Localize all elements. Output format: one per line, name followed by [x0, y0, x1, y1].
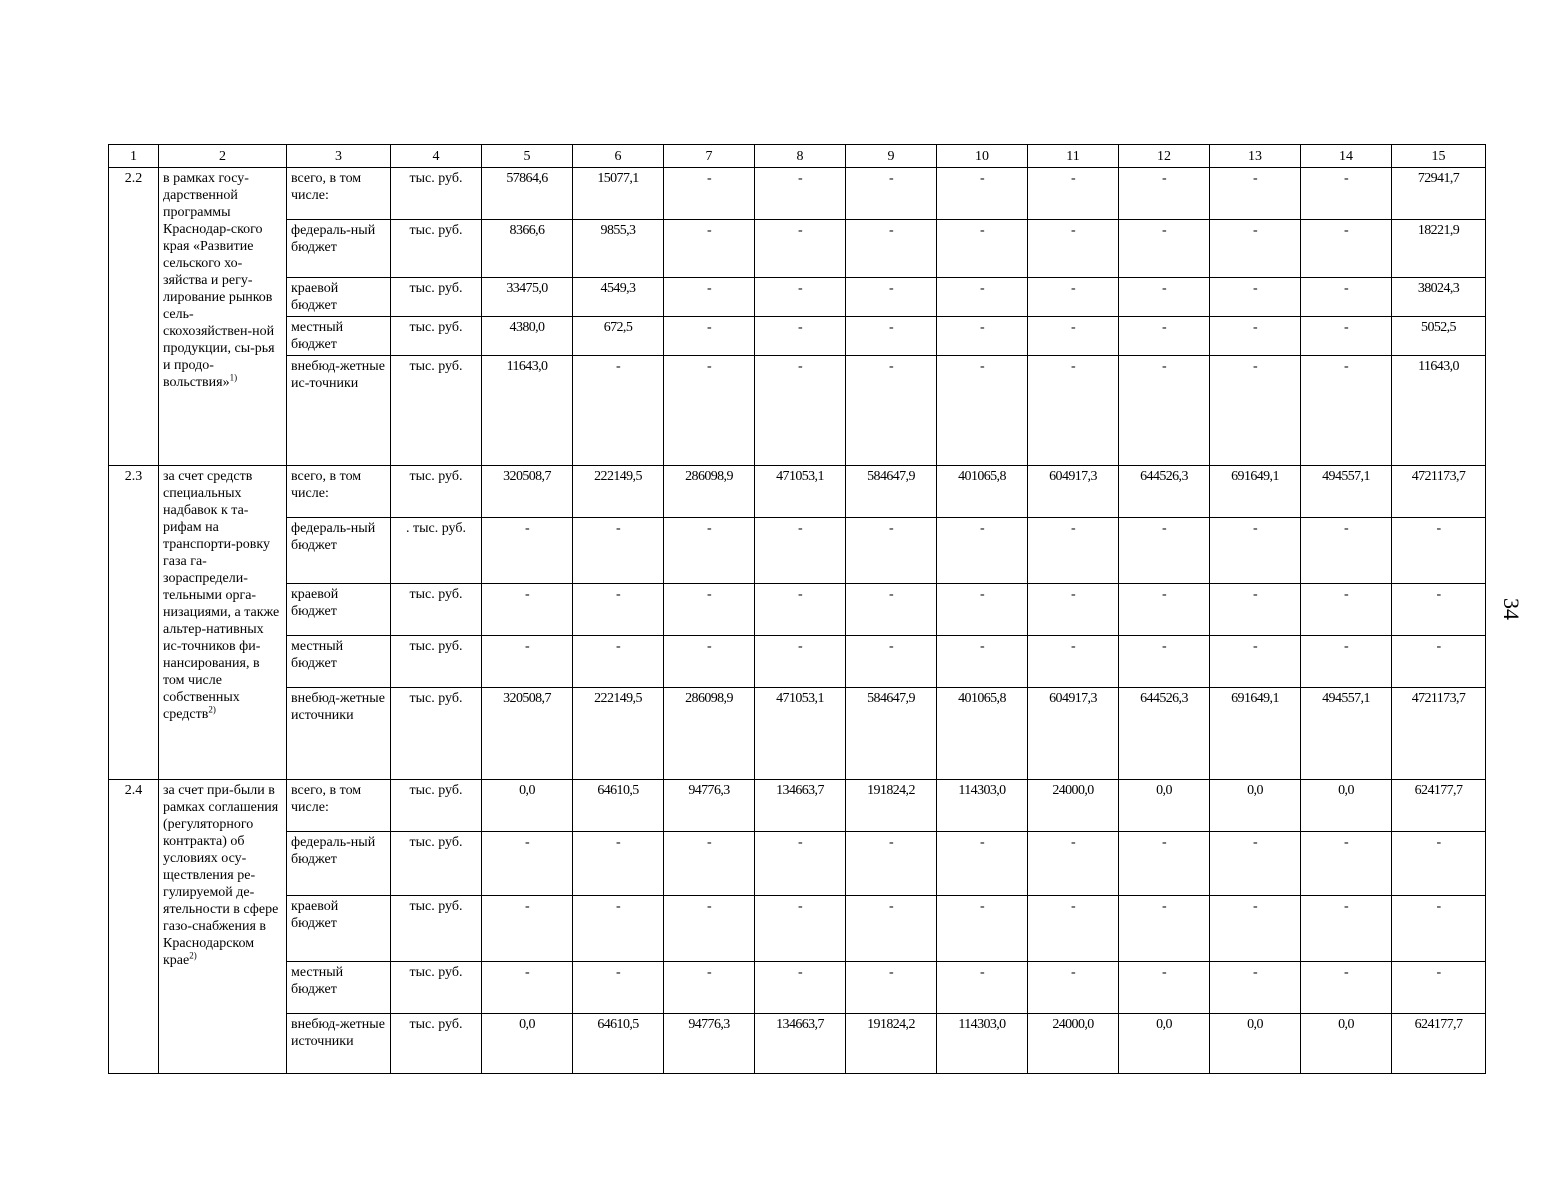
value-cell: -: [937, 220, 1028, 278]
value-cell: 57864,6: [482, 168, 573, 220]
header-cell: 13: [1210, 145, 1301, 168]
value-cell: 38024,3: [1392, 278, 1486, 317]
footnote-mark: 2): [208, 704, 216, 715]
value-cell: -: [1028, 278, 1119, 317]
value-cell: -: [1392, 584, 1486, 636]
value-cell: -: [482, 584, 573, 636]
value-cell: -: [937, 896, 1028, 962]
value-cell: 5052,5: [1392, 317, 1486, 356]
header-cell: 1: [109, 145, 159, 168]
value-cell: 64610,5: [573, 780, 664, 832]
value-cell: -: [1028, 168, 1119, 220]
value-cell: 134663,7: [755, 780, 846, 832]
value-cell: -: [1119, 962, 1210, 1014]
value-cell: -: [937, 168, 1028, 220]
header-cell: 5: [482, 145, 573, 168]
unit-cell: тыс. руб.: [391, 317, 482, 356]
funding-source: внебюд-жетные источники: [287, 1014, 391, 1074]
value-cell: -: [1301, 636, 1392, 688]
value-cell: 494557,1: [1301, 688, 1392, 780]
value-cell: -: [1210, 962, 1301, 1014]
value-cell: 8366,6: [482, 220, 573, 278]
value-cell: -: [664, 220, 755, 278]
value-cell: -: [573, 962, 664, 1014]
header-cell: 11: [1028, 145, 1119, 168]
value-cell: 584647,9: [846, 688, 937, 780]
table-row: [109, 518, 1486, 584]
value-cell: 0,0: [1119, 780, 1210, 832]
section-name: [159, 466, 287, 780]
value-cell: -: [846, 518, 937, 584]
value-cell: -: [755, 896, 846, 962]
unit-cell: тыс. руб.: [391, 278, 482, 317]
value-cell: -: [755, 962, 846, 1014]
header-cell: 10: [937, 145, 1028, 168]
section-code: 2.4: [109, 780, 159, 1074]
value-cell: -: [664, 518, 755, 584]
value-cell: -: [1028, 317, 1119, 356]
value-cell: 644526,3: [1119, 466, 1210, 518]
value-cell: -: [937, 584, 1028, 636]
unit-cell: тыс. руб.: [391, 356, 482, 466]
value-cell: -: [1301, 962, 1392, 1014]
table-row: [109, 466, 1486, 518]
value-cell: 320508,7: [482, 688, 573, 780]
value-cell: -: [664, 896, 755, 962]
funding-source: внебюд-жетные ис-точники: [287, 356, 391, 466]
value-cell: -: [664, 832, 755, 896]
value-cell: -: [664, 584, 755, 636]
value-cell: 4380,0: [482, 317, 573, 356]
funding-source: всего, в том числе:: [287, 466, 391, 518]
value-cell: -: [846, 356, 937, 466]
value-cell: 24000,0: [1028, 1014, 1119, 1074]
header-cell: 14: [1301, 145, 1392, 168]
value-cell: 9855,3: [573, 220, 664, 278]
value-cell: 471053,1: [755, 466, 846, 518]
value-cell: 0,0: [1301, 780, 1392, 832]
value-cell: -: [573, 636, 664, 688]
header-cell: 4: [391, 145, 482, 168]
unit-cell: . тыс. руб.: [391, 518, 482, 584]
value-cell: -: [937, 356, 1028, 466]
table-row: [109, 220, 1486, 278]
value-cell: -: [1210, 518, 1301, 584]
funding-source: всего, в том числе:: [287, 780, 391, 832]
value-cell: -: [846, 168, 937, 220]
funding-source: внебюд-жетные источники: [287, 688, 391, 780]
value-cell: -: [755, 518, 846, 584]
header-cell: 7: [664, 145, 755, 168]
value-cell: -: [846, 278, 937, 317]
value-cell: -: [937, 832, 1028, 896]
table-body: [109, 145, 1486, 1074]
footnote-mark: 2): [189, 950, 197, 961]
value-cell: 11643,0: [482, 356, 573, 466]
funding-source: местный бюджет: [287, 962, 391, 1014]
value-cell: 286098,9: [664, 466, 755, 518]
value-cell: -: [937, 317, 1028, 356]
value-cell: 320508,7: [482, 466, 573, 518]
value-cell: 114303,0: [937, 780, 1028, 832]
value-cell: -: [1028, 220, 1119, 278]
value-cell: 0,0: [1210, 780, 1301, 832]
section-code: 2.3: [109, 466, 159, 780]
value-cell: -: [1028, 356, 1119, 466]
value-cell: -: [482, 832, 573, 896]
table-row: [109, 317, 1486, 356]
table-row: [109, 278, 1486, 317]
value-cell: -: [573, 356, 664, 466]
table-row: [109, 584, 1486, 636]
value-cell: -: [755, 584, 846, 636]
value-cell: -: [1210, 584, 1301, 636]
value-cell: 584647,9: [846, 466, 937, 518]
value-cell: -: [755, 168, 846, 220]
funding-table: [108, 144, 1486, 1074]
value-cell: 0,0: [1301, 1014, 1392, 1074]
value-cell: 624177,7: [1392, 1014, 1486, 1074]
unit-cell: тыс. руб.: [391, 220, 482, 278]
value-cell: 191824,2: [846, 780, 937, 832]
value-cell: 94776,3: [664, 1014, 755, 1074]
value-cell: -: [1301, 518, 1392, 584]
unit-cell: тыс. руб.: [391, 688, 482, 780]
value-cell: -: [1210, 317, 1301, 356]
value-cell: -: [846, 832, 937, 896]
value-cell: -: [1028, 584, 1119, 636]
value-cell: 471053,1: [755, 688, 846, 780]
value-cell: -: [573, 518, 664, 584]
value-cell: -: [846, 896, 937, 962]
table-row: [109, 168, 1486, 220]
value-cell: -: [664, 356, 755, 466]
header-row: [109, 145, 1486, 168]
value-cell: -: [1210, 168, 1301, 220]
header-cell: 15: [1392, 145, 1486, 168]
value-cell: 0,0: [1210, 1014, 1301, 1074]
value-cell: -: [573, 896, 664, 962]
value-cell: -: [1392, 636, 1486, 688]
value-cell: -: [755, 317, 846, 356]
value-cell: -: [1119, 220, 1210, 278]
page-number: 34: [1499, 598, 1524, 620]
value-cell: -: [664, 168, 755, 220]
value-cell: -: [1210, 896, 1301, 962]
value-cell: 691649,1: [1210, 466, 1301, 518]
funding-source: всего, в том числе:: [287, 168, 391, 220]
value-cell: -: [755, 356, 846, 466]
value-cell: 222149,5: [573, 466, 664, 518]
value-cell: -: [1210, 220, 1301, 278]
value-cell: -: [937, 962, 1028, 1014]
value-cell: 494557,1: [1301, 466, 1392, 518]
section-name: [159, 780, 287, 1074]
value-cell: 11643,0: [1392, 356, 1486, 466]
value-cell: -: [482, 636, 573, 688]
value-cell: 24000,0: [1028, 780, 1119, 832]
value-cell: -: [1301, 220, 1392, 278]
section-name-text: в рамках госу-дарственной программы Краснодар-ского края «Развитие сельского хо-зяйства и регу-лирование рынков сель-скохозяйствен-ной продукции, сы-рья и продо-вольствия»: [163, 171, 275, 390]
value-cell: -: [1301, 832, 1392, 896]
value-cell: 0,0: [482, 780, 573, 832]
unit-cell: тыс. руб.: [391, 780, 482, 832]
value-cell: 72941,7: [1392, 168, 1486, 220]
value-cell: -: [1119, 584, 1210, 636]
funding-source: федераль-ный бюджет: [287, 832, 391, 896]
value-cell: -: [1210, 636, 1301, 688]
value-cell: -: [1119, 317, 1210, 356]
unit-cell: тыс. руб.: [391, 962, 482, 1014]
value-cell: -: [755, 220, 846, 278]
footnote-mark: 1): [229, 372, 238, 383]
table-row: [109, 1014, 1486, 1074]
header-cell: 8: [755, 145, 846, 168]
value-cell: -: [482, 962, 573, 1014]
value-cell: -: [664, 962, 755, 1014]
value-cell: -: [1392, 962, 1486, 1014]
section-name: [159, 168, 287, 466]
funding-source: местный бюджет: [287, 317, 391, 356]
value-cell: -: [1028, 896, 1119, 962]
funding-source: федераль-ный бюджет: [287, 220, 391, 278]
value-cell: 624177,7: [1392, 780, 1486, 832]
funding-source: краевой бюджет: [287, 278, 391, 317]
value-cell: -: [755, 278, 846, 317]
unit-cell: тыс. руб.: [391, 466, 482, 518]
value-cell: -: [937, 636, 1028, 688]
value-cell: -: [482, 518, 573, 584]
value-cell: -: [755, 832, 846, 896]
table-row: [109, 688, 1486, 780]
section-name-text: за счет средств специальных надбавок к та-рифам на транспорти-ровку газа га-зораспредели-тельными орга-низациями, а также альтер-нативных ис-точников фи-нансирования, в том числе собственных средств: [163, 469, 280, 722]
header-cell: 3: [287, 145, 391, 168]
value-cell: -: [1301, 278, 1392, 317]
value-cell: -: [573, 832, 664, 896]
value-cell: -: [664, 278, 755, 317]
value-cell: 4721173,7: [1392, 688, 1486, 780]
value-cell: 15077,1: [573, 168, 664, 220]
table-row: [109, 962, 1486, 1014]
value-cell: -: [1119, 168, 1210, 220]
value-cell: 134663,7: [755, 1014, 846, 1074]
unit-cell: тыс. руб.: [391, 636, 482, 688]
unit-cell: тыс. руб.: [391, 832, 482, 896]
value-cell: -: [1028, 518, 1119, 584]
value-cell: -: [1301, 168, 1392, 220]
value-cell: 114303,0: [937, 1014, 1028, 1074]
value-cell: -: [664, 317, 755, 356]
value-cell: -: [1301, 317, 1392, 356]
value-cell: -: [846, 636, 937, 688]
value-cell: -: [846, 220, 937, 278]
value-cell: -: [1028, 832, 1119, 896]
funding-source: местный бюджет: [287, 636, 391, 688]
value-cell: -: [1028, 962, 1119, 1014]
value-cell: -: [937, 278, 1028, 317]
table-row: [109, 832, 1486, 896]
value-cell: -: [1119, 356, 1210, 466]
value-cell: -: [1392, 518, 1486, 584]
header-cell: 2: [159, 145, 287, 168]
header-cell: 6: [573, 145, 664, 168]
header-cell: 9: [846, 145, 937, 168]
value-cell: 64610,5: [573, 1014, 664, 1074]
value-cell: -: [1119, 278, 1210, 317]
value-cell: 0,0: [482, 1014, 573, 1074]
unit-cell: тыс. руб.: [391, 168, 482, 220]
value-cell: -: [573, 584, 664, 636]
funding-source: краевой бюджет: [287, 896, 391, 962]
section-code: 2.2: [109, 168, 159, 466]
value-cell: -: [846, 317, 937, 356]
unit-cell: тыс. руб.: [391, 896, 482, 962]
value-cell: -: [937, 518, 1028, 584]
value-cell: 644526,3: [1119, 688, 1210, 780]
value-cell: 33475,0: [482, 278, 573, 317]
funding-source: федераль-ный бюджет: [287, 518, 391, 584]
value-cell: -: [1301, 356, 1392, 466]
value-cell: -: [1392, 832, 1486, 896]
value-cell: 4721173,7: [1392, 466, 1486, 518]
table-row: [109, 896, 1486, 962]
value-cell: 604917,3: [1028, 688, 1119, 780]
header-cell: 12: [1119, 145, 1210, 168]
value-cell: -: [1119, 832, 1210, 896]
value-cell: -: [1119, 896, 1210, 962]
value-cell: 286098,9: [664, 688, 755, 780]
table-row: [109, 356, 1486, 466]
value-cell: 0,0: [1119, 1014, 1210, 1074]
value-cell: -: [846, 962, 937, 1014]
value-cell: -: [1392, 896, 1486, 962]
value-cell: -: [482, 896, 573, 962]
value-cell: -: [1028, 636, 1119, 688]
value-cell: 401065,8: [937, 466, 1028, 518]
value-cell: 672,5: [573, 317, 664, 356]
value-cell: -: [664, 636, 755, 688]
value-cell: -: [846, 584, 937, 636]
value-cell: 401065,8: [937, 688, 1028, 780]
unit-cell: тыс. руб.: [391, 584, 482, 636]
value-cell: -: [1119, 518, 1210, 584]
value-cell: -: [1210, 278, 1301, 317]
table-row: [109, 636, 1486, 688]
value-cell: -: [1301, 584, 1392, 636]
value-cell: 604917,3: [1028, 466, 1119, 518]
value-cell: 4549,3: [573, 278, 664, 317]
value-cell: 191824,2: [846, 1014, 937, 1074]
unit-cell: тыс. руб.: [391, 1014, 482, 1074]
value-cell: -: [1210, 356, 1301, 466]
table-row: [109, 780, 1486, 832]
value-cell: 691649,1: [1210, 688, 1301, 780]
funding-source: краевой бюджет: [287, 584, 391, 636]
section-name-text: за счет при-были в рамках соглашения (регуляторного контракта) об условиях осу-ществления ре-гулируемой де-ятельности в сфере газо-снабжения в Краснодарском крае: [163, 783, 279, 968]
value-cell: -: [1119, 636, 1210, 688]
value-cell: 94776,3: [664, 780, 755, 832]
value-cell: -: [1210, 832, 1301, 896]
value-cell: -: [1301, 896, 1392, 962]
value-cell: 222149,5: [573, 688, 664, 780]
value-cell: 18221,9: [1392, 220, 1486, 278]
value-cell: -: [755, 636, 846, 688]
